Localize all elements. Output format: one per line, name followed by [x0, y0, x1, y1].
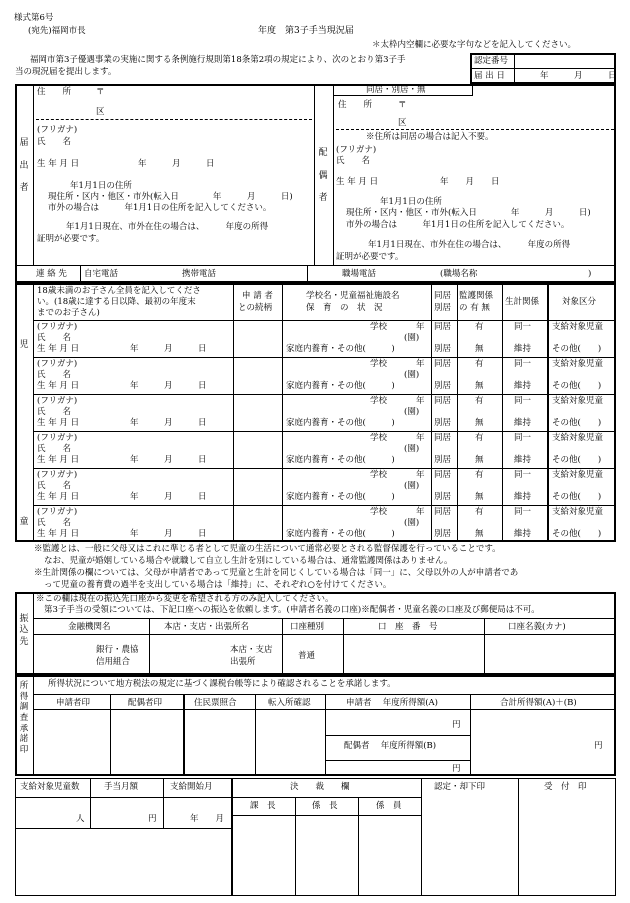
- approval-number-label: 認定番号: [474, 56, 509, 66]
- income-section-label: 所 得 調 査 承 諾 印: [19, 681, 29, 755]
- target-child[interactable]: 支給対象児童: [552, 396, 604, 406]
- living-header-1: 同居: [434, 291, 452, 301]
- child-dob-input[interactable]: 年 月 日: [130, 529, 207, 539]
- child-row[interactable]: [34, 320, 616, 357]
- custody-note-2: なお、児童が婚姻している場合や就職して自立し生計を別にしている場合は、通常監護関係はありません。: [44, 556, 453, 566]
- child-dob-input[interactable]: 年 月 日: [130, 381, 207, 391]
- addressee: (宛先)福岡市長: [28, 26, 86, 36]
- work-name-label[interactable]: (職場名称: [440, 269, 478, 279]
- child-name-label: 氏 名: [37, 370, 72, 380]
- spouse-furigana: (フリガナ): [336, 145, 377, 155]
- livelihood-same[interactable]: 同一: [514, 507, 532, 517]
- form-number: 様式第6号: [14, 13, 54, 23]
- home-phone-label[interactable]: 自宅電話: [84, 269, 119, 279]
- monthly-amount-label: 手当月額: [104, 782, 139, 792]
- child-separate[interactable]: 別居: [434, 344, 452, 354]
- child-furigana: (フリガナ): [37, 507, 78, 517]
- total-income-label: 合計所得額(A)＋(B): [500, 698, 577, 708]
- child-dob-label: 生 年 月 日: [37, 492, 80, 502]
- target-count-unit: 人: [76, 814, 85, 824]
- resident-check-label: 住民票照合: [194, 698, 237, 708]
- child-school-year: 年: [416, 322, 425, 332]
- livelihood-maintain[interactable]: 維持: [514, 492, 532, 502]
- applicant-income-label: 申請者 年度所得額(A): [346, 698, 438, 708]
- children-desc-3: までのお子さん): [37, 308, 100, 318]
- chief-label: 課 長: [250, 801, 276, 811]
- bank-request-note: 第3子手当の受領については、下記口座への振込を依頼します。(申請者名義の口座)※配偶者・児童名義の口座及び郵便局は不可。: [44, 605, 540, 615]
- spouse-income-yen: 円: [452, 764, 461, 774]
- child-school-year: 年: [416, 433, 425, 443]
- child-home-care[interactable]: 家庭内養育・その他( ): [286, 492, 395, 502]
- custody-header-2: の 有 無: [459, 303, 490, 313]
- spouse-jan1-options[interactable]: 現住所・区内・他区・市外(転入日 年 月 日): [346, 208, 591, 218]
- child-row[interactable]: [34, 468, 616, 505]
- child-nursery: (園): [404, 518, 420, 528]
- income-consent-text: 所得状況について地方税法の規定に基づく課税台帳等により確認されることを承諾します。: [48, 679, 396, 689]
- child-school-label: 学校: [370, 322, 388, 332]
- livelihood-maintain[interactable]: 維持: [514, 344, 532, 354]
- livelihood-header: 生計関係: [505, 297, 540, 307]
- child-separate[interactable]: 別居: [434, 492, 452, 502]
- income-box: [15, 675, 616, 776]
- applicant-jan1-note: 市外の場合は 年1月1日の住所を記入してください。: [48, 203, 272, 213]
- move-check-label: 転入所確認: [268, 698, 311, 708]
- school-header-2: 保 育 の 状 況: [306, 303, 383, 313]
- child-dob-label: 生 年 月 日: [37, 529, 80, 539]
- reception-seal-label: 受 付 印: [544, 782, 587, 792]
- custody-header-1: 監護関係: [459, 291, 494, 301]
- applicant-seal-label: 申請者印: [56, 698, 91, 708]
- child-nursery: (園): [404, 333, 420, 343]
- custody-note: ※監護とは、一般に父母又はこれに準じる者として児童の生活について通常必要とされる監督保護を行っていることです。: [34, 544, 501, 554]
- child-school-label: 学校: [370, 470, 388, 480]
- child-row[interactable]: [34, 431, 616, 468]
- child-furigana: (フリガナ): [37, 322, 78, 332]
- child-row[interactable]: [34, 505, 616, 542]
- child-dob-input[interactable]: 年 月 日: [130, 344, 207, 354]
- applicant-jan1-options[interactable]: 現住所・区内・他区・市外(転入日 年 月 日): [48, 192, 293, 202]
- bank-holder-header: 口座名義(カナ): [508, 622, 566, 632]
- custody-yes[interactable]: 有: [475, 396, 484, 406]
- children-section-label-top: 児: [19, 340, 29, 350]
- applicant-ward: 区: [96, 107, 105, 117]
- applicant-outside-note-1: 年1月1日現在、市外在住の場合は、 年度の所得: [66, 222, 269, 232]
- approval-column-label: 決 裁 欄: [290, 782, 350, 792]
- livelihood-note: ※生計関係の欄については、父母が申請者であって児童と生計を同じくしている場合は「同一」に、父母以外の人が申請者であ: [34, 568, 519, 578]
- custody-yes[interactable]: 有: [475, 470, 484, 480]
- child-school-year: 年: [416, 396, 425, 406]
- child-separate[interactable]: 別居: [434, 529, 452, 539]
- child-furigana: (フリガナ): [37, 470, 78, 480]
- target-other[interactable]: その他( ): [552, 529, 602, 539]
- office-benefit-box: [15, 778, 232, 896]
- child-furigana: (フリガナ): [37, 359, 78, 369]
- start-month-label: 支給開始月: [170, 782, 213, 792]
- applicant-address-label: 住 所: [37, 87, 72, 97]
- submit-date-label: 届 出 日: [474, 71, 505, 81]
- livelihood-same[interactable]: 同一: [514, 470, 532, 480]
- applicant-section-label: 届 出 者: [19, 138, 29, 193]
- child-school-label: 学校: [370, 507, 388, 517]
- livelihood-maintain[interactable]: 維持: [514, 381, 532, 391]
- child-furigana: (フリガナ): [37, 396, 78, 406]
- bank-type-header: 口座種別: [290, 622, 325, 632]
- child-home-care[interactable]: 家庭内養育・その他( ): [286, 381, 395, 391]
- children-section-label-bottom: 童: [19, 517, 29, 527]
- applicant-outside-note-2: 証明が必要です。: [37, 234, 105, 244]
- relation-header-1: 申 請 者: [242, 291, 273, 301]
- spouse-ward: 区: [398, 118, 407, 128]
- child-home-care[interactable]: 家庭内養育・その他( ): [286, 529, 395, 539]
- livelihood-note-2: って児童の養育費の過半を支出している場合は「維持」に、それぞれ○を付けてください。: [44, 580, 392, 590]
- total-income-yen: 円: [594, 741, 603, 751]
- child-school-year: 年: [416, 470, 425, 480]
- spouse-outside-note-2: 証明が必要です。: [336, 252, 404, 262]
- relation-header-2: との続柄: [238, 303, 273, 313]
- child-cohabit[interactable]: 同居: [434, 470, 452, 480]
- spouse-jan1-note: 市外の場合は 年1月1日の住所を記入してください。: [346, 220, 570, 230]
- branch-type-2[interactable]: 出張所: [230, 657, 256, 667]
- livelihood-same[interactable]: 同一: [514, 396, 532, 406]
- target-other[interactable]: その他( ): [552, 418, 602, 428]
- child-cohabit[interactable]: 同居: [434, 507, 452, 517]
- bank-change-note: ※この欄は現在の振込先口座から変更を希望される方のみ記入してください。: [36, 594, 334, 604]
- child-nursery: (園): [404, 481, 420, 491]
- account-type-value[interactable]: 普通: [298, 651, 316, 661]
- child-name-label: 氏 名: [37, 407, 72, 417]
- preamble-line-1: 福岡市第3子優遇事業の実施に関する条例施行規則第18条第2項の規定により、次のとおり第3子手: [30, 55, 406, 65]
- custody-no[interactable]: 無: [475, 381, 484, 391]
- target-count-label: 支給対象児童数: [20, 782, 80, 792]
- child-school-year: 年: [416, 359, 425, 369]
- children-desc-2: い。(18歳に達する日以降、最初の年度末: [37, 297, 196, 307]
- bank-number-header: 口 座 番 号: [378, 622, 438, 632]
- target-child[interactable]: 支給対象児童: [552, 322, 604, 332]
- spouse-outside-note-1: 年1月1日現在、市外在住の場合は、 年度の所得: [368, 240, 571, 250]
- staff-label: 係 員: [376, 801, 402, 811]
- child-home-care[interactable]: 家庭内養育・その他( ): [286, 455, 395, 465]
- start-month-unit: 年 月: [190, 814, 225, 824]
- custody-no[interactable]: 無: [475, 529, 484, 539]
- custody-yes[interactable]: 有: [475, 433, 484, 443]
- custody-no[interactable]: 無: [475, 418, 484, 428]
- custody-no[interactable]: 無: [475, 344, 484, 354]
- child-separate[interactable]: 別居: [434, 418, 452, 428]
- child-name-label: 氏 名: [37, 481, 72, 491]
- decision-seal-label: 認定・却下印: [434, 782, 486, 792]
- target-other[interactable]: その他( ): [552, 344, 602, 354]
- applicant-dob-input[interactable]: 年 月 日: [138, 159, 215, 169]
- mobile-phone-label[interactable]: 携帯電話: [182, 269, 217, 279]
- child-cohabit[interactable]: 同居: [434, 322, 452, 332]
- bank-section-label: 振 込 先: [19, 614, 29, 647]
- bank-type-2[interactable]: 信用組合: [96, 657, 131, 667]
- child-home-care[interactable]: 家庭内養育・その他( ): [286, 418, 395, 428]
- subchief-label: 係 長: [312, 801, 338, 811]
- child-dob-input[interactable]: 年 月 日: [130, 455, 207, 465]
- form-title: 年度 第3子手当現況届: [258, 26, 354, 36]
- child-dob-input[interactable]: 年 月 日: [130, 492, 207, 502]
- spouse-residence-options[interactable]: 同居・別居・無: [366, 85, 426, 95]
- work-phone-label[interactable]: 職場電話: [342, 269, 377, 279]
- child-cohabit[interactable]: 同居: [434, 359, 452, 369]
- children-desc-1: 18歳未満のお子さん全員を記入してくださ: [37, 286, 201, 296]
- spouse-section-label: 配 偶 者: [318, 148, 328, 203]
- contact-label: 連 絡 先: [36, 269, 67, 279]
- child-row[interactable]: [34, 394, 616, 431]
- bank-branch-header: 本店・支店・出張所名: [164, 622, 250, 632]
- spouse-address-label: 住 所: [338, 100, 373, 110]
- custody-yes[interactable]: 有: [475, 359, 484, 369]
- spouse-dob-label: 生 年 月 日: [336, 177, 379, 187]
- applicant-income-yen: 円: [452, 720, 461, 730]
- custody-no[interactable]: 無: [475, 455, 484, 465]
- child-cohabit[interactable]: 同居: [434, 396, 452, 406]
- child-furigana: (フリガナ): [37, 433, 78, 443]
- custody-yes[interactable]: 有: [475, 322, 484, 332]
- target-child[interactable]: 支給対象児童: [552, 507, 604, 517]
- child-dob-label: 生 年 月 日: [37, 381, 80, 391]
- target-child[interactable]: 支給対象児童: [552, 359, 604, 369]
- work-name-close: ): [588, 269, 592, 279]
- livelihood-same[interactable]: 同一: [514, 433, 532, 443]
- applicant-furigana: (フリガナ): [37, 125, 78, 135]
- child-school-label: 学校: [370, 433, 388, 443]
- bank-type-1[interactable]: 銀行・農協: [96, 645, 139, 655]
- child-name-label: 氏 名: [37, 333, 72, 343]
- livelihood-maintain[interactable]: 維持: [514, 529, 532, 539]
- child-school-year: 年: [416, 507, 425, 517]
- bank-institution-header: 金融機関名: [68, 622, 111, 632]
- child-row[interactable]: [34, 357, 616, 394]
- target-child[interactable]: 支給対象児童: [552, 433, 604, 443]
- office-approval-box: [232, 778, 616, 896]
- branch-type-1[interactable]: 本店・支店: [230, 645, 273, 655]
- custody-no[interactable]: 無: [475, 492, 484, 502]
- living-header-2: 別居: [434, 303, 452, 313]
- child-name-label: 氏 名: [37, 518, 72, 528]
- instruction-note: ＊太枠内空欄に必要な字句などを記入してください。: [372, 40, 577, 50]
- livelihood-maintain[interactable]: 維持: [514, 455, 532, 465]
- postal-mark: 〒: [96, 87, 105, 97]
- spouse-address-note: ※住所は同居の場合は記入不要。: [366, 132, 494, 142]
- applicant-name-label: 氏 名: [37, 137, 72, 147]
- target-header: 対象区分: [562, 297, 597, 307]
- spouse-jan1-title: 年1月1日の住所: [380, 197, 442, 207]
- school-header-1: 学校名・児童福祉施設名: [306, 291, 400, 301]
- child-nursery: (園): [404, 407, 420, 417]
- child-nursery: (園): [404, 370, 420, 380]
- spouse-income-label: 配偶者 年度所得額(B): [344, 741, 437, 751]
- custody-yes[interactable]: 有: [475, 507, 484, 517]
- applicant-dob-label: 生 年 月 日: [37, 159, 80, 169]
- child-separate[interactable]: 別居: [434, 381, 452, 391]
- child-dob-label: 生 年 月 日: [37, 455, 80, 465]
- target-other[interactable]: その他( ): [552, 381, 602, 391]
- child-dob-input[interactable]: 年 月 日: [130, 418, 207, 428]
- monthly-amount-unit: 円: [148, 814, 157, 824]
- child-school-label: 学校: [370, 396, 388, 406]
- target-other[interactable]: その他( ): [552, 455, 602, 465]
- child-school-label: 学校: [370, 359, 388, 369]
- applicant-jan1-title: 年1月1日の住所: [70, 181, 132, 191]
- target-child[interactable]: 支給対象児童: [552, 470, 604, 480]
- submit-date-input[interactable]: 年 月 日: [540, 71, 617, 81]
- child-home-care[interactable]: 家庭内養育・その他( ): [286, 344, 395, 354]
- child-nursery: (園): [404, 444, 420, 454]
- child-separate[interactable]: 別居: [434, 455, 452, 465]
- spouse-postal-mark: 〒: [398, 100, 407, 110]
- livelihood-same[interactable]: 同一: [514, 359, 532, 369]
- spouse-seal-label: 配偶者印: [128, 698, 163, 708]
- child-cohabit[interactable]: 同居: [434, 433, 452, 443]
- spouse-dob-input[interactable]: 年 月 日: [440, 177, 500, 187]
- child-dob-label: 生 年 月 日: [37, 418, 80, 428]
- child-name-label: 氏 名: [37, 444, 72, 454]
- target-other[interactable]: その他( ): [552, 492, 602, 502]
- child-dob-label: 生 年 月 日: [37, 344, 80, 354]
- livelihood-same[interactable]: 同一: [514, 322, 532, 332]
- preamble-line-2: 当の現況届を提出します。: [15, 67, 117, 77]
- spouse-name-label: 氏 名: [336, 156, 371, 166]
- livelihood-maintain[interactable]: 維持: [514, 418, 532, 428]
